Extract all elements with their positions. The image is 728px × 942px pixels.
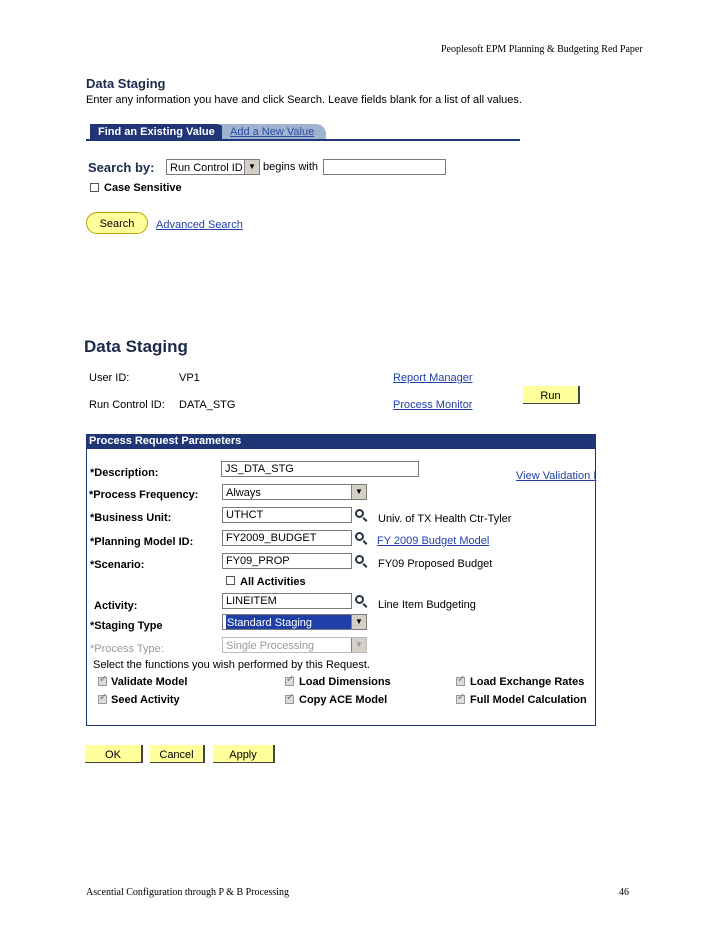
activity-lookup-icon[interactable]: [355, 595, 364, 604]
process-type-value: Single Processing: [226, 640, 315, 652]
process-frequency-value: Always: [226, 487, 261, 499]
process-type-select: [222, 637, 367, 653]
tab-add-new-value[interactable]: Add a New Value: [222, 124, 326, 140]
staging-type-label: *Staging Type: [90, 620, 163, 632]
search-by-label: Search by:: [88, 160, 155, 175]
business-unit-label: *Business Unit:: [90, 512, 172, 524]
activity-input[interactable]: LINEITEM: [222, 593, 352, 609]
search-instructions: Enter any information you have and click Search. Leave fields blank for a list of all values.: [86, 94, 522, 106]
advanced-search-link[interactable]: Advanced Search: [156, 219, 243, 231]
planning-model-link[interactable]: FY 2009 Budget Model: [377, 535, 490, 547]
panel-header: Process Request Parameters: [86, 434, 596, 449]
full-model-calculation-checkbox[interactable]: [456, 695, 465, 704]
document-header: Peoplesoft EPM Planning & Budgeting Red Paper: [441, 44, 643, 55]
scenario-input[interactable]: FY09_PROP: [222, 553, 352, 569]
description-label: *Description:: [90, 467, 159, 479]
apply-button[interactable]: Apply: [213, 745, 275, 763]
user-id-value: VP1: [179, 372, 200, 384]
all-activities-label: All Activities: [240, 576, 306, 588]
ok-button[interactable]: OK: [85, 745, 143, 763]
load-dimensions-label: Load Dimensions: [299, 676, 391, 688]
view-validation-link[interactable]: View Validation I: [516, 470, 597, 482]
planning-model-lookup-icon[interactable]: [355, 532, 364, 541]
process-type-label: *Process Type:: [90, 643, 164, 655]
operator-label: begins with: [263, 161, 319, 173]
copy-ace-model-checkbox[interactable]: [285, 695, 294, 704]
process-frequency-select[interactable]: [222, 484, 367, 500]
load-dimensions-checkbox[interactable]: [285, 677, 294, 686]
load-exchange-rates-label: Load Exchange Rates: [470, 676, 585, 688]
validate-model-label: Validate Model: [111, 676, 188, 688]
search-page-title: Data Staging: [86, 76, 166, 91]
chevron-down-icon: ▼: [351, 638, 366, 652]
business-unit-description: Univ. of TX Health Ctr-Tyler: [378, 513, 512, 525]
functions-instruction: Select the functions you wish performed by this Request.: [93, 659, 370, 671]
search-by-select[interactable]: [166, 159, 260, 175]
document-footer-title: Ascential Configuration through P & B Processing: [86, 887, 289, 898]
search-button[interactable]: Search: [86, 212, 148, 234]
chevron-down-icon: ▼: [244, 160, 259, 174]
process-frequency-label: *Process Frequency:: [89, 489, 199, 501]
run-control-label: Run Control ID:: [89, 399, 165, 411]
search-by-value: Run Control ID: [170, 162, 243, 174]
staging-type-select[interactable]: [222, 614, 367, 630]
planning-model-input[interactable]: FY2009_BUDGET: [222, 530, 352, 546]
run-control-value: DATA_STG: [179, 399, 236, 411]
search-input[interactable]: [323, 159, 446, 175]
case-sensitive-checkbox[interactable]: [90, 183, 99, 192]
tab-underline: [86, 139, 520, 141]
cancel-button[interactable]: Cancel: [150, 745, 205, 763]
page-number: 46: [619, 887, 629, 898]
process-monitor-link[interactable]: Process Monitor: [393, 399, 473, 411]
all-activities-checkbox[interactable]: [226, 576, 235, 585]
scenario-description: FY09 Proposed Budget: [378, 558, 493, 570]
load-exchange-rates-checkbox[interactable]: [456, 677, 465, 686]
scenario-lookup-icon[interactable]: [355, 555, 364, 564]
copy-ace-model-label: Copy ACE Model: [299, 694, 388, 706]
tab-find-existing-value[interactable]: Find an Existing Value: [90, 124, 227, 140]
case-sensitive-label: Case Sensitive: [104, 182, 182, 194]
seed-activity-label: Seed Activity: [111, 694, 180, 706]
planning-model-label: *Planning Model ID:: [90, 536, 194, 548]
seed-activity-checkbox[interactable]: [98, 695, 107, 704]
report-manager-link[interactable]: Report Manager: [393, 372, 473, 384]
user-id-label: User ID:: [89, 372, 130, 384]
run-page-title: Data Staging: [84, 337, 188, 356]
chevron-down-icon: ▼: [351, 485, 366, 499]
validate-model-checkbox[interactable]: [98, 677, 107, 686]
chevron-down-icon: ▼: [351, 615, 366, 629]
full-model-calculation-label: Full Model Calculation: [470, 694, 587, 706]
business-unit-lookup-icon[interactable]: [355, 509, 364, 518]
activity-label: Activity:: [94, 600, 138, 612]
activity-description: Line Item Budgeting: [378, 599, 476, 611]
scenario-label: *Scenario:: [90, 559, 145, 571]
business-unit-input[interactable]: UTHCT: [222, 507, 352, 523]
description-input[interactable]: JS_DTA_STG: [221, 461, 419, 477]
run-button[interactable]: Run: [523, 386, 580, 404]
staging-type-value: Standard Staging: [226, 615, 353, 630]
